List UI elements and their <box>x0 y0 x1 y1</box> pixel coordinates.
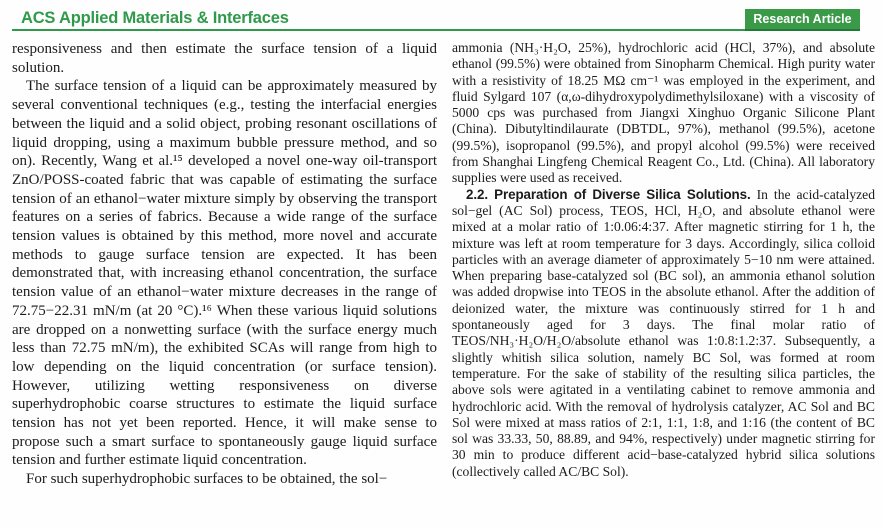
journal-title: ACS Applied Materials & Interfaces <box>21 9 289 27</box>
paragraph-continuation: responsiveness and then estimate the surface tension of a liquid solution. <box>12 41 437 76</box>
research-article-badge: Research Article <box>745 9 860 31</box>
section-paragraph <box>452 187 875 480</box>
article-body <box>12 40 875 489</box>
header-rule <box>12 29 860 31</box>
paragraph: For such superhydrophobic surfaces to be obtained, the sol− <box>26 471 388 488</box>
section-heading: 2.2. Preparation of Diverse Silica Solutions. <box>466 186 751 202</box>
paragraph-continuation: ammonia (NH₃·H₂O, 25%), hydrochloric acid (HCl, 37%), and absolute ethanol (99.5%) were obtained from Sinopharm Chemical. High purity water with a resistivity of 18.25 MΩ cm⁻¹ was employed in the experiment, and fluid Sylgard 107 (α,ω-dihydroxypolydimethylsiloxane) with a viscosity of 5000 cps was purchased from Jiangxi Xinghuo Organic Silicone Plant (China). Dibutyltindilaurate (DBTDL, 97%), methanol (99.5%), acetone (99.5%), isopropanol (99.5%), and propyl alcohol (99.5%) were received from Shanghai Lingfeng Chemical Reagent Co., Ltd. (China). All laboratory supplies were used as received. <box>452 40 875 186</box>
section-body-text: In the acid-catalyzed sol−gel (AC Sol) process, TEOS, HCl, H₂O, and absolute ethanol were mixed at a molar ratio of 1:0.06:4:37. After magnetic stirring for 1 h, the mixture was left at room temperature for 3 days. Accordingly, silica colloid particles with an average diameter of approximately 5−10 nm were attained. When preparing base-catalyzed sol (BC sol), an ammonia ethanol solution was added dropwise into TEOS in the absolute ethanol. After the addition of deionized water, the mixture was continuously stirred for 1 h and spontaneously aged for 3 days. The final molar ratio of TEOS/NH₃·H₂O/H₂O/absolute ethanol was 1:0.8:1.2:37. Subsequently, a slightly whitish silica solution, namely BC Sol, was formed at room temperature. For the sake of stability of the resulting silica particles, the above sols were agitated in a ventilating cabinet to remove ammonia and hydrochloric acid. With the removal of hydrolysis catalyzer, AC Sol and BC Sol were mixed at mass ratios of 2:1, 1:1, 1:8, and 1:16 (the content of BC sol was 33.33, 50, 88.89, and 94%, respectively) under magnetic stirring for 30 min to produce different acid−base-catalyzed hybrid silica solutions (collectively called AC/BC Sol). <box>452 186 876 479</box>
left-column <box>12 40 437 489</box>
paragraph: The surface tension of a liquid can be approximately measured by several conventional techniques (e.g., testing the interfacial energies between the liquid and a solid object, probing resonant oscillations of liquid dropping, using a maximum bubble pressure method, and so on). Recently, Wang et al.¹⁵ developed a novel one-way oil-transport ZnO/POSS-coated fabric that was capable of estimating the surface tension of an ethanol−water mixture simply by observing the transport features on a series of fabrics. Because a wide range of the surface tension values is obtained by this method, more novel and accurate methods to gauge surface tension are expected. It has been demonstrated that, with increasing ethanol concentration, the surface tension value of an ethanol−water mixture decreases in the range of 72.75−22.31 mN/m (at 20 °C).¹⁶ When these various liquid solutions are dropped on a nonwetting surface (with the surface energy much less than 72.75 mN/m), the exhibited SCAs will range from high to low depending on the liquid concentration (or surface tension). However, utilizing wetting responsiveness on diverse superhydrophobic coarse structures to estimate the liquid surface tension has not yet been reported. Hence, it will make sense to propose such a smart surface to spontaneously gauge liquid surface tension and further estimate liquid concentration. <box>12 78 437 469</box>
right-column <box>452 40 875 489</box>
